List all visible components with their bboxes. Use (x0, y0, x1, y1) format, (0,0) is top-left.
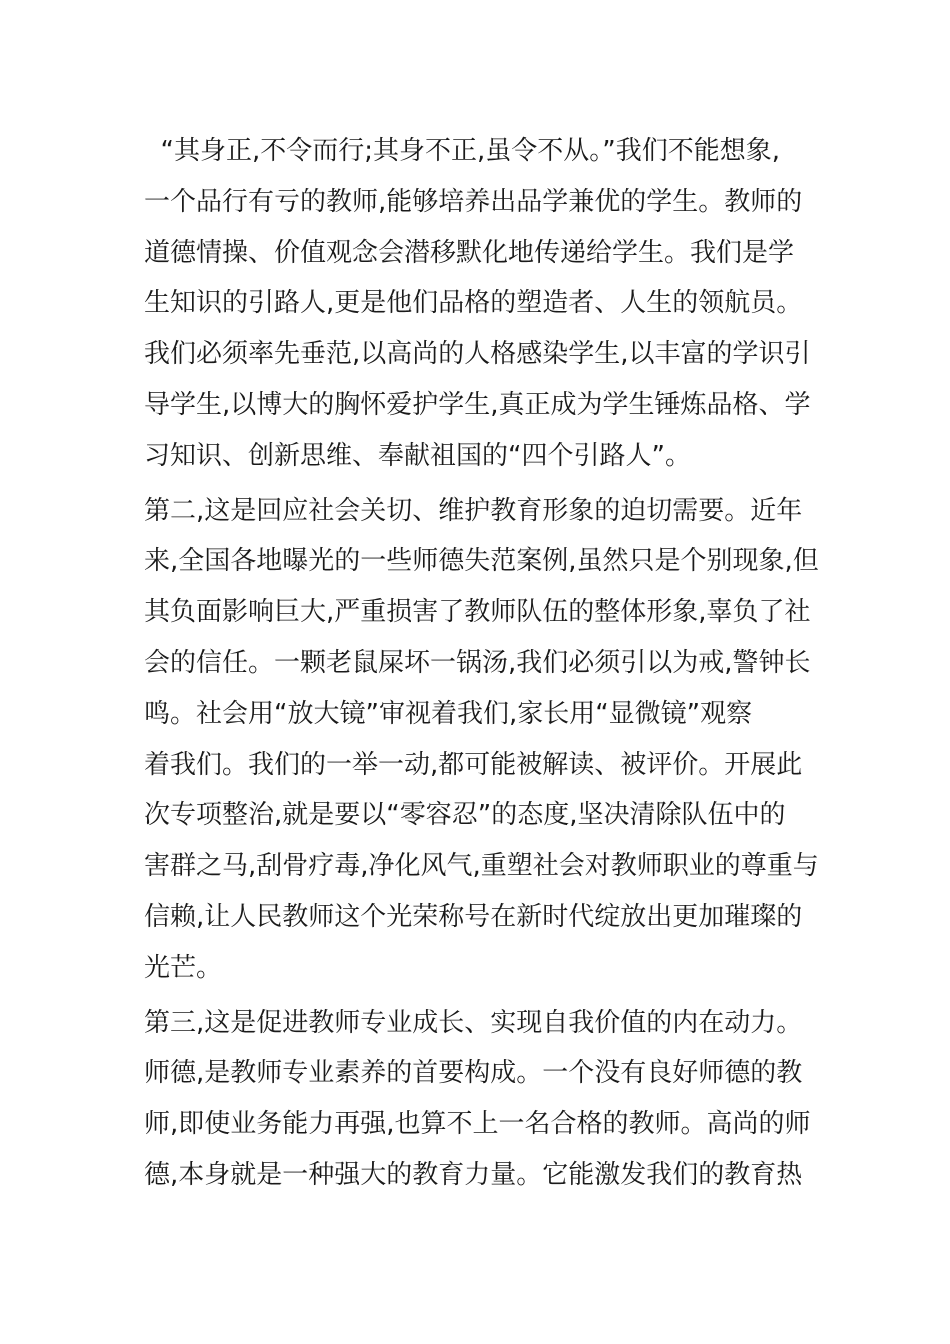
text-line: 着我们。我们的一举一动,都可能被解读、被评价。开展此 (144, 749, 803, 780)
text-line: 师德,是教师专业素养的首要构成。一个没有良好师德的教 (144, 1058, 803, 1089)
text-line: 道德情操、价值观念会潜移默化地传递给学生。我们是学 (144, 237, 795, 268)
text-line: 师,即使业务能力再强,也算不上一名合格的教师。高尚的师 (144, 1109, 811, 1140)
text-line: 次专项整治,就是要以“零容忍”的态度,坚决清除队伍中的 (144, 800, 786, 831)
paragraph-2 (144, 486, 824, 994)
text-line: 生知识的引路人,更是他们品格的塑造者、人生的领航员。 (144, 288, 803, 319)
text-line: 导学生,以博大的胸怀爱护学生,真正成为学生锤炼品格、学 (144, 389, 811, 420)
text-line: 来,全国各地曝光的一些师德失范案例,虽然只是个别现象,但 (144, 546, 819, 577)
text-line: 光芒。 (144, 952, 223, 983)
paragraph-3 (144, 998, 824, 1201)
text-line: 第三,这是促进教师专业成长、实现自我价值的内在动力。 (144, 1007, 803, 1038)
text-line: 会的信任。一颗老鼠屎坏一锅汤,我们必须引以为戒,警钟长 (144, 647, 811, 678)
text-line: 第二,这是回应社会关切、维护教育形象的迫切需要。近年 (144, 495, 803, 526)
text-line: 习知识、创新思维、奉献祖国的“四个引路人”。 (144, 440, 691, 471)
paragraph-1 (144, 126, 824, 482)
text-line: 害群之马,刮骨疗毒,净化风气,重塑社会对教师职业的尊重与 (144, 851, 819, 882)
text-line: 其负面影响巨大,严重损害了教师队伍的整体形象,辜负了社 (144, 597, 811, 628)
text-line: 德,本身就是一种强大的教育力量。它能激发我们的教育热 (144, 1159, 803, 1190)
text-line: “其身正,不令而行;其身不正,虽令不从。”我们不能想象, (144, 136, 781, 166)
text-line: 信赖,让人民教师这个光荣称号在新时代绽放出更加璀璨的 (144, 901, 803, 932)
text-line: 我们必须率先垂范,以高尚的人格感染学生,以丰富的学识引 (144, 339, 811, 370)
text-line: 一个品行有亏的教师,能够培养出品学兼优的学生。教师的 (144, 186, 803, 217)
text-line: 鸣。社会用“放大镜”审视着我们,家长用“显微镜”观察 (144, 698, 753, 729)
document-body (144, 126, 824, 1201)
